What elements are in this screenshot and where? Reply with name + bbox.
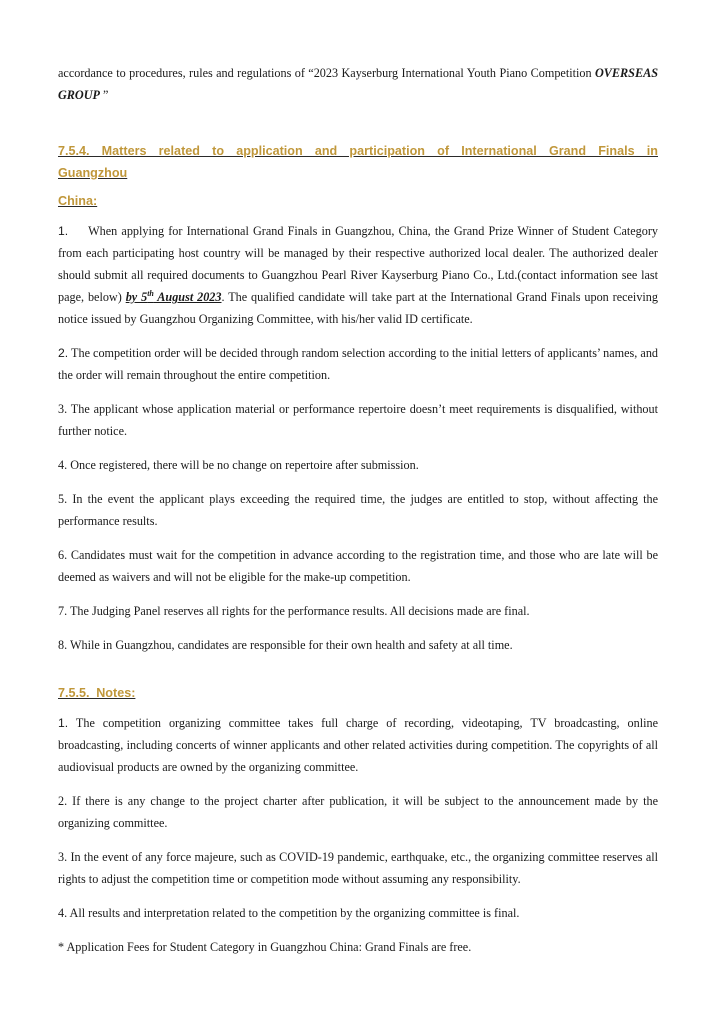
intro-emphasis: OVERSEAS GROUP [58, 66, 658, 102]
section-754-heading-cont: China: [58, 194, 98, 208]
list-item: 4. Once registered, there will be no change on repertoire after submission. [58, 458, 419, 472]
section-754-heading: 7.5.4. Matters related to application and participation of International Grand Finals in Guangzhou [58, 144, 658, 180]
deadline-date: by 5th August 2023 [125, 288, 222, 304]
list-item: 3. In the event of any force majeure, such as COVID-19 pandemic, earthquake, etc., the organizing committee reserves all rights to adjust the competition time or competition mode without assuming any responsibility. [58, 850, 658, 886]
list-item [58, 220, 658, 330]
list-item: 2. The competition order will be decided through random selection according to the initial letters of applicants’ names, and the order will remain throughout the entire competition. [58, 346, 659, 382]
section-755-heading: 7.5.5. Notes: [58, 686, 136, 700]
list-item: 5. In the event the applicant plays exceeding the required time, the judges are entitled to stop, without affecting the performance results. [58, 492, 659, 528]
list-item: 3. The applicant whose application material or performance repertoire doesn’t meet requirements is disqualified, without further notice. [58, 402, 658, 438]
list-item: 7. The Judging Panel reserves all rights for the performance results. All decisions made are final. [58, 604, 530, 618]
item-text-cont: . The qualified candidate will take part at the International Grand Finals upon receiving notice issued by Guangzhou Organizing Committee, with his/her valid ID certificate. [58, 290, 658, 326]
footnote: * Application Fees for Student Category in Guangzhou China: Grand Finals are free. [58, 940, 472, 954]
list-item: 6. Candidates must wait for the competition in advance according to the registration time, and those who are late will be deemed as waivers and will not be eligible for the make-up competition. [58, 548, 659, 584]
list-item: 8. While in Guangzhou, candidates are responsible for their own health and safety at all time. [58, 638, 513, 652]
intro-closing-quote: ” [99, 88, 109, 102]
list-item: 4. All results and interpretation related to the competition by the organizing committee is final. [58, 906, 520, 920]
intro-paragraph [58, 62, 658, 106]
list-item: 1. The competition organizing committee takes full charge of recording, videotaping, TV broadcasting, online broadcasting, including concerts of winner applicants and other related activities during competition. The copyrights of all audiovisual products are owned by the organizing committee. [58, 716, 659, 774]
intro-text: accordance to procedures, rules and regulations of “2023 Kayserburg International Youth Piano Competition [58, 66, 595, 80]
item-number: 1. [58, 224, 69, 238]
document-page [58, 62, 658, 958]
item-text: When applying for International Grand Finals in Guangzhou, China, the Grand Prize Winner of Student Category from each participating host country will be managed by their respective authorized local dealer. The authorized dealer should submit all required documents to Guangzhou Pearl River Kayserburg Piano Co., Ltd.(contact information see last page, below) [58, 224, 658, 304]
list-item: 2. If there is any change to the project charter after publication, it will be subject to the announcement made by the organizing committee. [58, 794, 658, 830]
